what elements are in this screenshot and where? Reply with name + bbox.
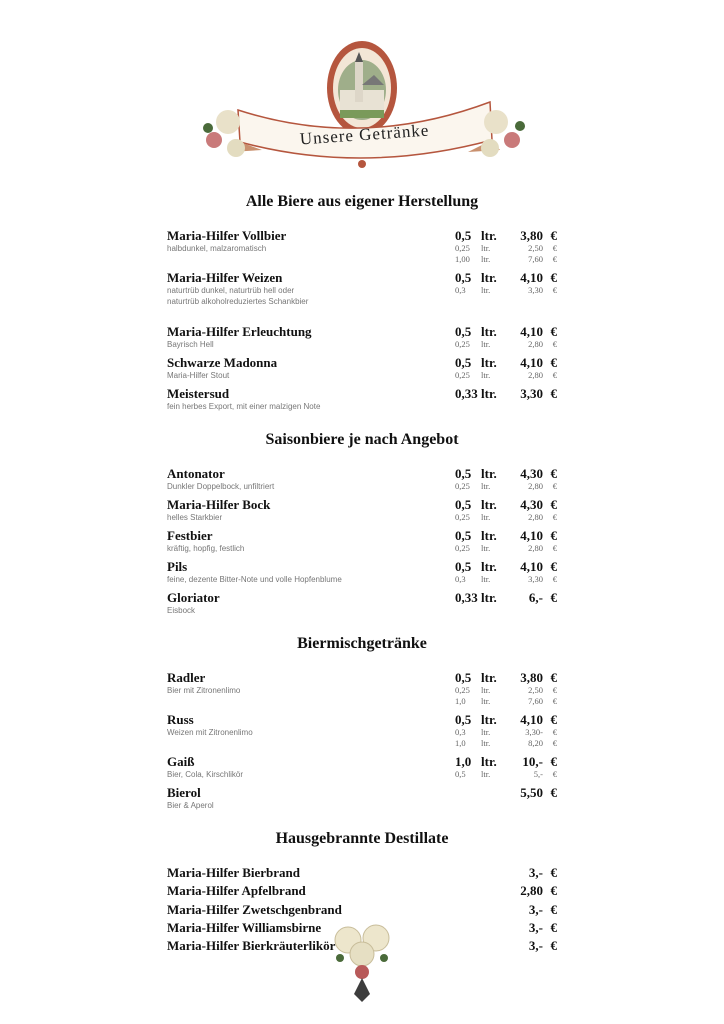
item-name: Maria-Hilfer Williamsbirne [167,919,322,935]
menu-item [167,528,557,554]
item-main-row [167,270,557,285]
serving-size: 0,5 [455,355,472,370]
item-description: halbdunkel, malzaromatisch [167,244,267,253]
item-main-row [167,785,557,800]
currency: € [550,324,557,339]
serving-size: 0,25 [455,481,470,491]
serving-unit: ltr. [481,769,491,779]
item-name: Maria-Hilfer Bock [167,497,271,512]
item-sub-row [167,543,557,554]
item-main-row [167,902,557,917]
item-sub-row [167,512,557,523]
currency: € [550,270,557,285]
price: 3,- [528,865,543,880]
item-main-row [167,466,557,481]
section-heading: Alle Biere aus eigener Herstellung [245,193,479,210]
currency: € [550,528,557,543]
serving-unit: ltr. [481,590,497,605]
menu-item [167,466,557,492]
price: 3,30- [525,727,543,737]
item-description: kräftig, hopfig, festlich [167,544,245,553]
menu-item [167,497,557,523]
menu-item [167,865,557,880]
item-sub-row [167,574,557,585]
item-name: Maria-Hilfer Weizen [167,270,283,285]
currency: € [550,865,557,880]
item-sub-row [167,727,557,738]
section-heading: Biermischgetränke [297,635,427,652]
serving-size: 0,5 [455,670,472,685]
price: 2,80 [528,339,543,349]
item-sub-row [167,370,557,381]
price: 2,80 [528,481,543,491]
serving-unit: ltr. [481,528,497,543]
item-name: Schwarze Madonna [167,355,278,370]
price: 2,50 [528,243,543,253]
menu-item [167,712,557,749]
item-sub-row [167,769,557,780]
item-name: Radler [167,670,206,685]
currency: € [552,512,557,522]
price: 4,10 [520,559,543,574]
item-description: Bayrisch Hell [167,340,214,349]
menu-section [167,192,557,412]
currency: € [552,543,557,553]
currency: € [550,712,557,727]
currency: € [552,370,557,380]
serving-size: 0,25 [455,512,470,522]
item-sub-row [167,605,557,616]
item-sub-row [167,481,557,492]
serving-size: 0,25 [455,243,470,253]
price: 10,- [522,754,543,769]
serving-size: 0,5 [455,324,472,339]
currency: € [550,938,557,954]
serving-size: 0,5 [455,769,466,779]
menu-item [167,883,557,898]
serving-size: 0,3 [455,285,466,295]
item-name: Maria-Hilfer Apfelbrand [167,883,306,899]
serving-unit: ltr. [481,685,491,695]
serving-size: 0,3 [455,727,466,737]
serving-unit: ltr. [481,355,497,370]
item-name: Gaiß [167,754,195,769]
price: 4,10 [520,355,543,370]
serving-size: 0,25 [455,339,470,349]
price: 3,30 [528,285,543,295]
menu-item [167,228,557,265]
currency: € [550,355,557,370]
item-name: Maria-Hilfer Zwetschgenbrand [167,901,342,917]
serving-size: 1,0 [455,696,466,706]
item-name: Antonator [167,466,225,481]
item-main-row [167,355,557,370]
serving-unit: ltr. [481,386,497,401]
serving-size: 0,33 [455,386,478,401]
price: 3,80 [520,670,543,685]
item-name: Maria-Hilfer Vollbier [167,228,287,243]
currency: € [552,254,557,264]
item-main-row [167,559,557,574]
currency: € [550,559,557,574]
item-description: Bier, Cola, Kirschlikör [167,770,244,779]
serving-size: 0,25 [455,685,470,695]
item-description: Dunkler Doppelbock, unfiltriert [167,482,275,491]
serving-size: 0,5 [455,270,472,285]
currency: € [550,785,557,800]
menu-item [167,670,557,707]
serving-size: 0,33 [455,590,478,605]
currency: € [550,590,557,605]
menu-item [167,559,557,585]
price: 4,10 [520,270,543,285]
item-description: Bier mit Zitronenlimo [167,686,241,695]
item-description: helles Starkbier [167,513,223,522]
serving-unit: ltr. [481,228,497,243]
price: 4,10 [520,528,543,543]
currency: € [550,919,557,935]
price: 3,- [528,938,543,954]
item-sub-row [167,339,557,350]
item-main-row [167,883,557,898]
serving-size: 0,3 [455,574,466,584]
price: 4,30 [520,497,543,512]
item-description: Eisbock [167,606,196,615]
serving-unit: ltr. [481,754,497,769]
item-name: Maria-Hilfer Erleuchtung [167,324,312,339]
currency: € [550,497,557,512]
item-main-row [167,712,557,727]
item-main-row [167,670,557,685]
price: 7,60 [528,254,543,264]
price: 5,50 [520,785,543,800]
item-description: naturtrüb dunkel, naturtrüb hell oder [167,286,295,295]
item-description: feine, dezente Bitter-Note und volle Hopfenblume [167,575,342,584]
serving-size: 0,5 [455,559,472,574]
currency: € [550,386,557,401]
brewery-seal-logo [327,41,397,135]
serving-size: 0,25 [455,543,470,553]
item-sub-row [167,696,557,707]
price: 7,60 [528,696,543,706]
price: 2,80 [528,370,543,380]
price: 3,30 [528,574,543,584]
item-description: Maria-Hilfer Stout [167,371,230,380]
currency: € [550,466,557,481]
price: 2,50 [528,685,543,695]
item-description: fein herbes Export, mit einer malzigen Note [167,402,321,411]
currency: € [552,481,557,491]
item-sub-row [167,243,557,254]
banner-title: Unsere Getränke [299,120,430,149]
item-name: Festbier [167,528,213,543]
section-heading: Hausgebrannte Destillate [275,830,449,847]
serving-unit: ltr. [481,574,491,584]
serving-unit: ltr. [481,270,497,285]
price: 6,- [528,590,543,605]
currency: € [552,339,557,349]
serving-unit: ltr. [481,738,491,748]
price: 3,- [528,901,543,917]
serving-size: 0,5 [455,466,472,481]
item-sub-row [167,800,557,811]
price: 2,80 [528,512,543,522]
item-name: Pils [167,559,188,574]
currency: € [550,883,557,899]
currency: € [550,901,557,917]
serving-size: 0,5 [455,528,472,543]
serving-unit: ltr. [481,285,491,295]
serving-unit: ltr. [481,481,491,491]
serving-unit: ltr. [481,243,491,253]
price: 2,80 [528,543,543,553]
item-name: Bierol [167,785,201,800]
serving-unit: ltr. [481,712,497,727]
serving-size: 0,25 [455,370,470,380]
item-name: Maria-Hilfer Bierbrand [167,865,300,880]
currency: € [552,243,557,253]
item-description: Weizen mit Zitronenlimo [167,728,253,737]
item-sub-row [167,296,557,307]
item-description: Bier & Aperol [167,801,214,810]
price: 4,30 [520,466,543,481]
item-sub-row [167,254,557,265]
serving-unit: ltr. [481,324,497,339]
menu-item [167,386,557,412]
edelweiss-footer-ornament-icon [318,918,408,1008]
currency: € [552,769,557,779]
currency: € [552,727,557,737]
serving-unit: ltr. [481,497,497,512]
menu-section [167,430,557,616]
item-sub-row [167,285,557,296]
item-name: Meistersud [167,386,230,401]
serving-unit: ltr. [481,370,491,380]
price: 5,- [533,769,543,779]
serving-unit: ltr. [481,559,497,574]
price: 2,80 [520,883,543,899]
section-heading: Saisonbiere je nach Angebot [265,431,459,448]
item-name: Maria-Hilfer Bierkräuterlikör [167,938,336,954]
serving-unit: ltr. [481,670,497,685]
serving-size: 1,0 [455,738,466,748]
menu-item [167,270,557,319]
ornament-icon [358,160,366,168]
item-name: Gloriator [167,590,220,605]
currency: € [552,685,557,695]
item-main-row [167,386,557,401]
currency: € [552,738,557,748]
item-main-row [167,324,557,339]
serving-unit: ltr. [481,339,491,349]
item-description: naturtrüb alkoholreduziertes Schankbier [167,297,309,306]
currency: € [550,670,557,685]
item-main-row [167,865,557,880]
menu-item [167,324,557,350]
item-main-row [167,528,557,543]
item-main-row [167,754,557,769]
menu-item [167,754,557,780]
price: 8,20 [528,738,543,748]
serving-unit: ltr. [481,543,491,553]
item-main-row [167,228,557,243]
serving-unit: ltr. [481,466,497,481]
menu-section [167,634,557,811]
menu-item [167,590,557,616]
menu-item [167,902,557,917]
item-sub-row [167,738,557,749]
currency: € [550,228,557,243]
price: 4,10 [520,324,543,339]
serving-unit: ltr. [481,512,491,522]
item-sub-row [167,401,557,412]
currency: € [550,754,557,769]
menu-item [167,355,557,381]
price: 3,30 [520,386,543,401]
serving-unit: ltr. [481,727,491,737]
menu-item [167,785,557,811]
price: 3,80 [520,228,543,243]
serving-unit: ltr. [481,696,491,706]
serving-unit: ltr. [481,254,491,264]
edelweiss-flowers-left-icon [203,110,245,157]
serving-size: 0,5 [455,712,472,727]
serving-size: 0,5 [455,497,472,512]
item-name: Russ [167,712,194,727]
serving-size: 1,00 [455,254,470,264]
item-sub-row [167,685,557,696]
price: 4,10 [520,712,543,727]
serving-size: 1,0 [455,754,472,769]
price: 3,- [528,919,543,935]
drinks-menu [167,192,557,953]
currency: € [552,574,557,584]
item-main-row [167,590,557,605]
header-banner-logo [190,40,535,170]
spacer [167,307,557,319]
currency: € [552,696,557,706]
currency: € [552,285,557,295]
serving-size: 0,5 [455,228,472,243]
item-main-row [167,497,557,512]
